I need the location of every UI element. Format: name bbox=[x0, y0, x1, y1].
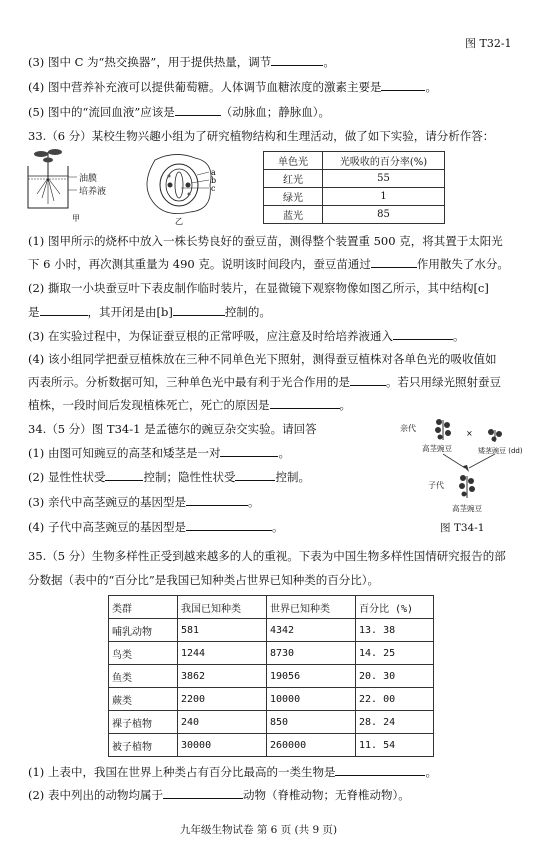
label-a: a bbox=[211, 168, 216, 177]
table-header: 光吸收的百分率(%) bbox=[323, 152, 445, 170]
table-cell: 30000 bbox=[178, 734, 267, 757]
label-b: b bbox=[211, 176, 217, 185]
answer-blank[interactable] bbox=[381, 79, 425, 91]
child-pea-plant bbox=[459, 475, 475, 498]
dwarf-pea-label: 矮茎豌豆 (dd) bbox=[478, 447, 523, 455]
stomata-figure bbox=[135, 150, 250, 225]
table-cell: 鸟类 bbox=[109, 642, 178, 665]
q34-item-1: (1) 由图可知豌豆的高茎和矮茎是一对 。 bbox=[28, 446, 290, 460]
q33-p2a: (2) 撕取一小块蚕豆叶下表皮制作临时装片，在显微镜下观察物像如图乙所示，其中结构[c] bbox=[28, 281, 489, 295]
q34-item-3: (3) 亲代中高茎豌豆的基因型是 。 bbox=[28, 495, 260, 509]
q33-p4a: (4) 该小组同学把蚕豆植株放在三种不同单色光下照射，测得蚕豆植株对各单色光的吸收值如 bbox=[28, 352, 497, 366]
table-row bbox=[109, 734, 434, 757]
q34-item-4: (4) 子代中高茎豌豆的基因型是 。 bbox=[28, 520, 284, 534]
cross-symbol: × bbox=[466, 429, 473, 438]
table-row bbox=[109, 711, 434, 734]
oil-film-label: 油膜 bbox=[79, 174, 98, 184]
answer-blank[interactable] bbox=[371, 256, 417, 268]
table-cell: 55 bbox=[323, 170, 445, 188]
q35-item-2: (2) 表中列出的动物均属于 动物（脊椎动物；无脊椎动物）。 bbox=[28, 788, 410, 802]
table-cell: 260000 bbox=[267, 734, 356, 757]
light-absorption-table bbox=[263, 151, 445, 224]
answer-blank[interactable] bbox=[175, 104, 221, 116]
table-cell: 14. 25 bbox=[356, 642, 434, 665]
answer-blank[interactable] bbox=[163, 787, 243, 799]
table-cell: 1 bbox=[323, 188, 445, 206]
table-cell: 19056 bbox=[267, 665, 356, 688]
answer-blank[interactable] bbox=[105, 469, 143, 481]
table-row bbox=[109, 688, 434, 711]
answer-blank[interactable] bbox=[270, 397, 340, 409]
table-cell: 绿光 bbox=[264, 188, 323, 206]
table-cell: 850 bbox=[267, 711, 356, 734]
table-cell: 哺乳动物 bbox=[109, 619, 178, 642]
table-row bbox=[109, 642, 434, 665]
q32-item-4: (4) 图中营养补充液可以提供葡萄糖。人体调节血糖浓度的激素主要是 。 bbox=[28, 80, 437, 94]
answer-blank[interactable] bbox=[173, 304, 225, 316]
answer-blank[interactable] bbox=[271, 54, 323, 66]
parent-label: 亲代 bbox=[400, 424, 416, 433]
table-cell: 581 bbox=[178, 619, 267, 642]
table-cell: 蕨类 bbox=[109, 688, 178, 711]
table-cell: 85 bbox=[323, 206, 445, 224]
table-row bbox=[264, 170, 445, 188]
answer-blank[interactable] bbox=[235, 469, 275, 481]
answer-blank[interactable] bbox=[186, 519, 272, 531]
table-row bbox=[109, 665, 434, 688]
table-header: 我国已知种类 bbox=[178, 596, 267, 619]
page-footer: 九年级生物试卷 第 6 页 (共 9 页) bbox=[180, 824, 338, 836]
table-cell: 4342 bbox=[267, 619, 356, 642]
q33-p4b: 丙表所示。分析数据可知，三种单色光中最有利于光合作用的是 。若只用绿光照射蚕豆 bbox=[28, 375, 501, 389]
q33-p1b: 下 6 小时，再次测其重量为 490 克。说明该时间段内，蚕豆苗通过 作用散失了水分。 bbox=[28, 257, 509, 271]
q32-item-3: (3) 图中 C 为“热交换器”，用于提供热量，调节 。 bbox=[28, 55, 335, 69]
q35-title-b: 分数据（表中的“百分比”是我国已知种类占世界已知种类的百分比）。 bbox=[28, 573, 380, 587]
pea-cross-figure bbox=[395, 416, 535, 516]
q33-p4c: 植株，一段时间后发现植株死亡，死亡的原因是 。 bbox=[28, 398, 351, 412]
table-cell: 22. 00 bbox=[356, 688, 434, 711]
figure-ref-label: 图 T32-1 bbox=[465, 37, 512, 50]
answer-blank[interactable] bbox=[40, 304, 88, 316]
q34-item-2: (2) 显性性状受 控制；隐性性状受 控制。 bbox=[28, 470, 310, 484]
answer-blank[interactable] bbox=[393, 328, 453, 340]
table-cell: 13. 38 bbox=[356, 619, 434, 642]
table-cell: 蓝光 bbox=[264, 206, 323, 224]
table-cell: 20. 30 bbox=[356, 665, 434, 688]
answer-blank[interactable] bbox=[335, 764, 425, 776]
q33-p2b: 是 ，其开闭是由[b] 控制的。 bbox=[28, 305, 271, 319]
table-cell: 1244 bbox=[178, 642, 267, 665]
table-cell: 11. 54 bbox=[356, 734, 434, 757]
q33-title: 33.（6 分）某校生物兴趣小组为了研究植物结构和生理活动，做了如下实验，请分析作答： bbox=[28, 129, 495, 143]
table-cell: 3862 bbox=[178, 665, 267, 688]
biodiversity-table bbox=[108, 595, 434, 757]
tall-pea-plant bbox=[435, 419, 451, 440]
figure-jia-label: 甲 bbox=[72, 214, 80, 223]
q35-title-a: 35.（5 分）生物多样性正受到越来越多的人的重视。下表为中国生物多样性国情研究报告的部 bbox=[28, 549, 506, 563]
dwarf-pea-plant bbox=[488, 429, 502, 442]
q33-p3: (3) 在实验过程中，为保证蚕豆根的正常呼吸，应注意及时给培养液通入 。 bbox=[28, 329, 465, 343]
label-c: c bbox=[211, 184, 216, 193]
tall-pea-label: 高茎豌豆 bbox=[422, 444, 452, 453]
table-header: 百分比 (%) bbox=[356, 596, 434, 619]
solution-label: 培养液 bbox=[79, 187, 107, 197]
q32-item-5: (5) 图中的“流回血液”应该是 （动脉血；静脉血）。 bbox=[28, 105, 330, 119]
table-header: 单色光 bbox=[264, 152, 323, 170]
table-cell: 红光 bbox=[264, 170, 323, 188]
child-label: 子代 bbox=[428, 481, 444, 490]
answer-blank[interactable] bbox=[350, 374, 386, 386]
figure-yi-label: 乙 bbox=[175, 217, 183, 225]
table-row bbox=[264, 188, 445, 206]
table-cell: 鱼类 bbox=[109, 665, 178, 688]
table-row bbox=[264, 206, 445, 224]
table-cell: 10000 bbox=[267, 688, 356, 711]
table-cell: 240 bbox=[178, 711, 267, 734]
table-header: 类群 bbox=[109, 596, 178, 619]
table-header: 世界已知种类 bbox=[267, 596, 356, 619]
arrow-line bbox=[469, 454, 495, 468]
answer-blank[interactable] bbox=[186, 494, 248, 506]
table-row bbox=[109, 619, 434, 642]
q33-p1a: (1) 图甲所示的烧杯中放入一株长势良好的蚕豆苗，测得整个装置重 500 克，将其置于太阳光 bbox=[28, 234, 503, 248]
q34-title: 34.（5 分）图 T34-1 是孟德尔的豌豆杂交实验。请回答 bbox=[28, 422, 317, 436]
answer-blank[interactable] bbox=[220, 445, 278, 457]
table-cell: 裸子植物 bbox=[109, 711, 178, 734]
table-cell: 28. 24 bbox=[356, 711, 434, 734]
table-cell: 被子植物 bbox=[109, 734, 178, 757]
table-cell: 2200 bbox=[178, 688, 267, 711]
table-cell: 8730 bbox=[267, 642, 356, 665]
arrow-line bbox=[443, 454, 465, 468]
child-tall-label: 高茎豌豆 bbox=[452, 504, 482, 513]
beaker-figure bbox=[22, 146, 127, 224]
figure-caption: 图 T34-1 bbox=[440, 522, 485, 534]
q35-item-1: (1) 上表中，我国在世界上种类占有百分比最高的一类生物是 。 bbox=[28, 765, 437, 779]
